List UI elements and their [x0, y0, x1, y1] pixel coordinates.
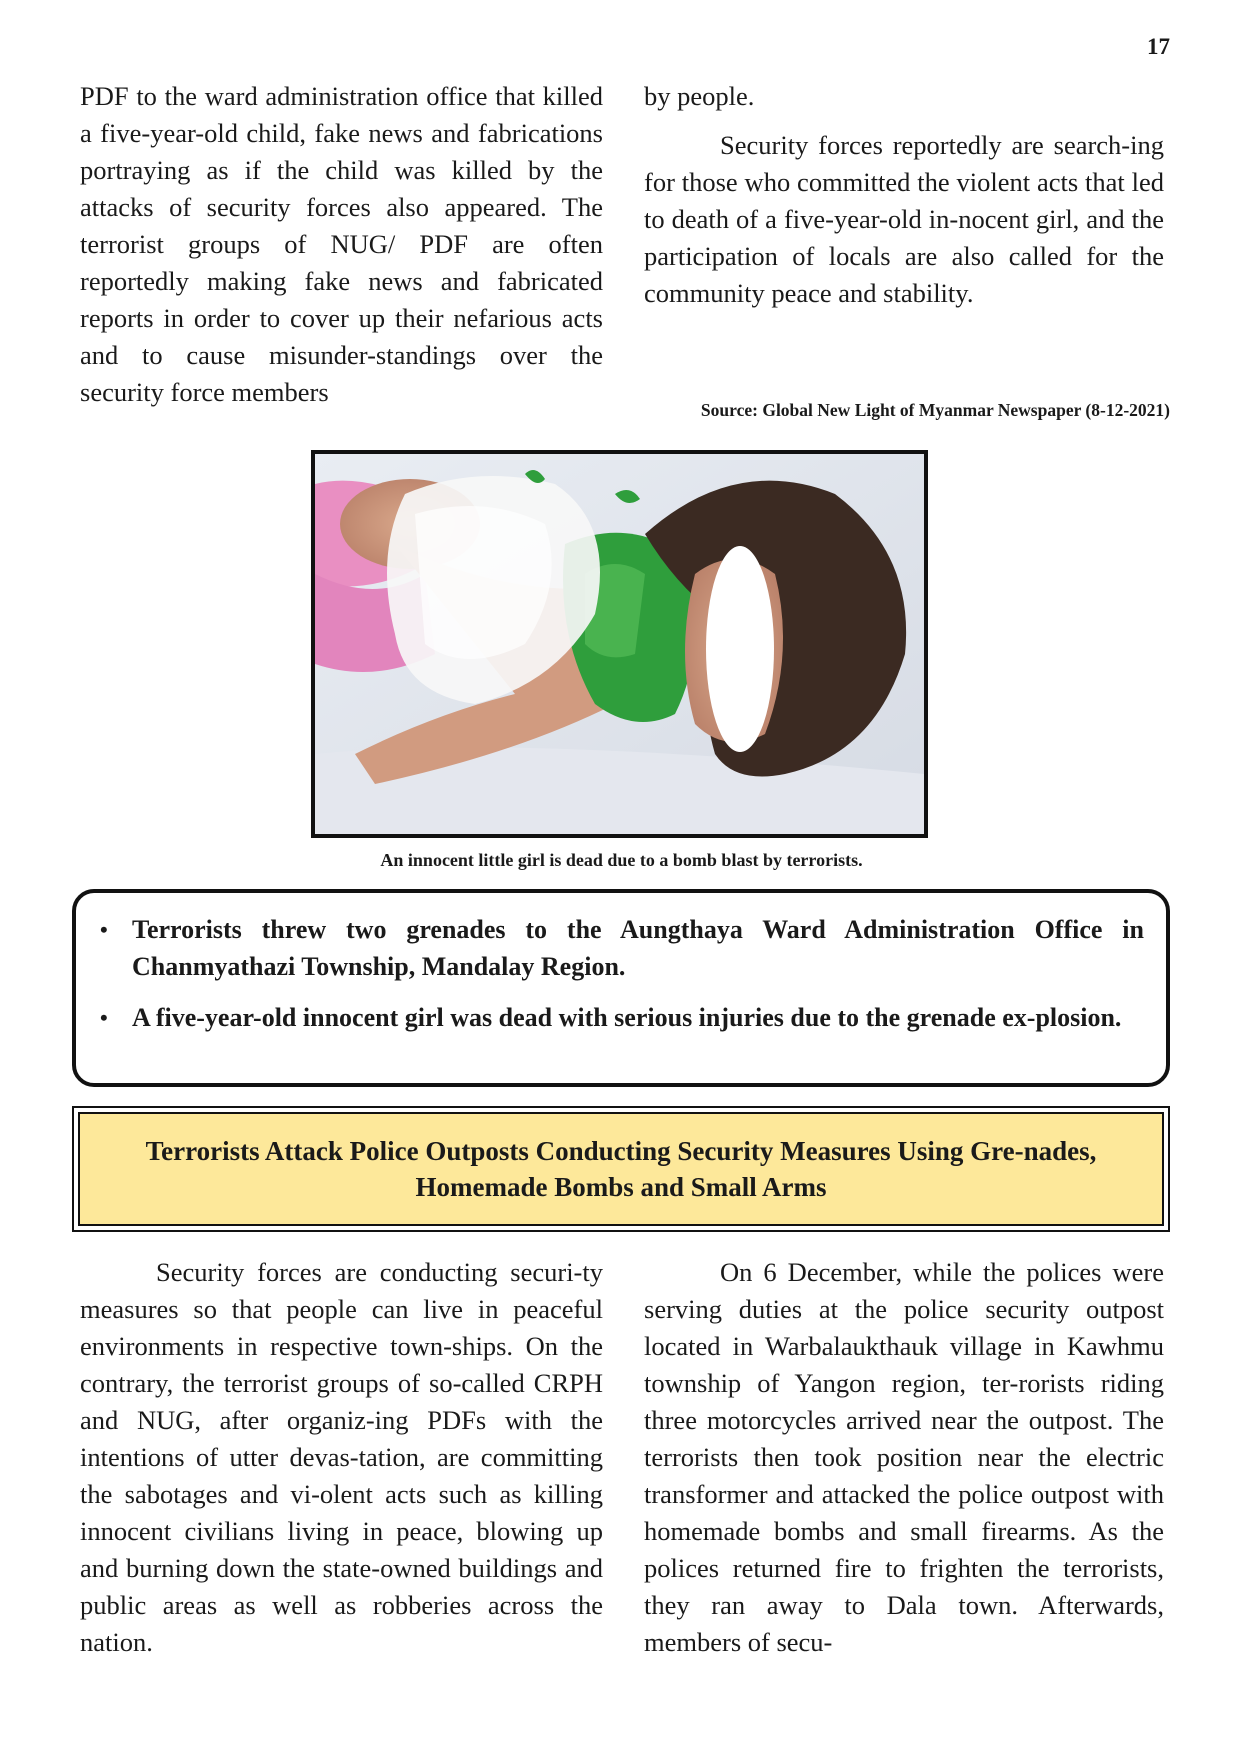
section-heading-panel [78, 1112, 1164, 1226]
top-left-paragraph: PDF to the ward administration office that killed a five-year-old child, fake news and fabrications portraying as if the child was killed by the attacks of security forces also appeared. The terrorist groups of NUG/ PDF are often reportedly making fake news and fabricated reports in order to cover up their nefarious acts and to cause misunder-standings over the security force members [80, 81, 603, 407]
top-right-continuation: by people. [644, 81, 755, 111]
highlight-item [88, 911, 1144, 985]
highlights-box [72, 889, 1170, 1087]
photo-caption: An innocent little girl is dead due to a bomb blast by terrorists. [380, 850, 863, 870]
page-number: 17 [1147, 34, 1170, 59]
highlight-text: Terrorists threw two grenades to the Aungthaya Ward Administration Office in Chanmyathazi Township, Mandalay Region. [132, 915, 1144, 981]
top-right-paragraph: Security forces reportedly are search-ing for those who committed the violent acts that led to death of a five-year-old in-nocent girl, and the participation of locals are also called for the community peace and stability. [644, 130, 1164, 308]
section-heading-box [72, 1106, 1170, 1232]
top-right-column [644, 78, 1164, 312]
bullet-icon: • [100, 1005, 108, 1030]
highlight-item [88, 999, 1144, 1036]
source-citation: Source: Global New Light of Myanmar Newspaper (8-12-2021) [700, 400, 1170, 420]
news-photo [311, 450, 928, 838]
photo-illustration [315, 454, 924, 834]
bottom-right-column [644, 1254, 1164, 1661]
bottom-left-paragraph: Security forces are conducting securi-ty measures so that people can live in peaceful environments in respective town-ships. On the contrary, the terrorist groups of so-called CRPH and NUG, after organiz-ing PDFs with the intentions of utter devas-tation, are committing the sabotages and vi-olent acts such as killing innocent civilians living in peace, blowing up and burning down the state-owned buildings and public areas as well as robberies across the nation. [80, 1257, 603, 1657]
highlight-text: A five-year-old innocent girl was dead with serious injuries due to the grenade ex-plosion. [132, 1003, 1122, 1032]
bottom-left-column [80, 1254, 603, 1661]
bottom-right-paragraph: On 6 December, while the polices were serving duties at the police security outpost located in Warbalaukthauk village in Kawhmu township of Yangon region, ter-rorists riding three motorcycles arrived near the outpost. The terrorists then took position near the electric transformer and attacked the police outpost with homemade bombs and small firearms. As the polices returned fire to frighten the terrorists, they ran away to Dala town. Afterwards, members of secu- [644, 1257, 1164, 1657]
section-heading: Terrorists Attack Police Outposts Conducting Security Measures Using Gre-nades, Homemade Bombs and Small Arms [145, 1136, 1097, 1202]
highlights-list [88, 911, 1144, 1036]
top-left-column [80, 78, 603, 411]
bullet-icon: • [100, 917, 108, 942]
